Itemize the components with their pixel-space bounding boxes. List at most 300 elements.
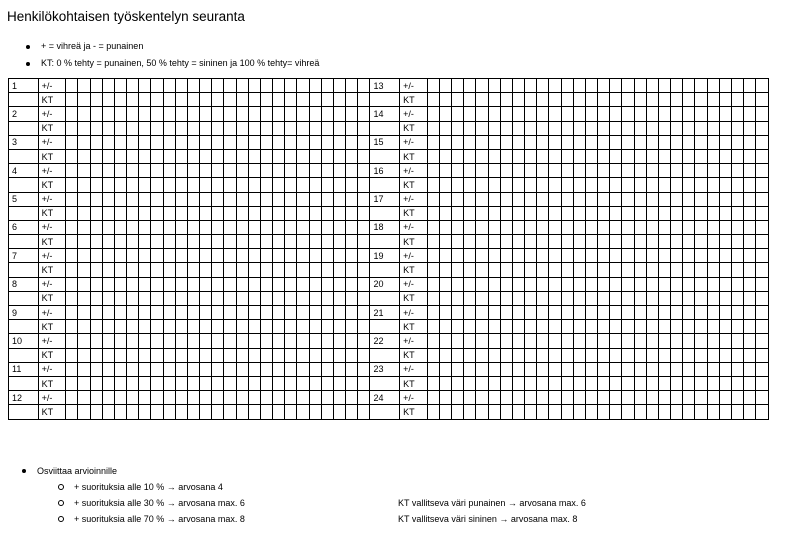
grid-cell[interactable] bbox=[427, 235, 439, 249]
grid-cell[interactable] bbox=[488, 263, 500, 277]
grid-cell[interactable] bbox=[358, 334, 370, 348]
grid-cell[interactable] bbox=[610, 220, 622, 234]
grid-cell[interactable] bbox=[500, 306, 512, 320]
grid-cell[interactable] bbox=[427, 164, 439, 178]
grid-cell[interactable] bbox=[525, 220, 537, 234]
grid-cell[interactable] bbox=[658, 192, 670, 206]
grid-cell[interactable] bbox=[114, 220, 126, 234]
grid-cell[interactable] bbox=[464, 121, 476, 135]
grid-cell[interactable] bbox=[439, 164, 451, 178]
grid-cell[interactable] bbox=[260, 135, 272, 149]
grid-cell[interactable] bbox=[646, 391, 658, 405]
grid-cell[interactable] bbox=[756, 249, 769, 263]
grid-cell[interactable] bbox=[561, 249, 573, 263]
grid-cell[interactable] bbox=[549, 263, 561, 277]
grid-cell[interactable] bbox=[358, 178, 370, 192]
grid-cell[interactable] bbox=[512, 263, 524, 277]
grid-cell[interactable] bbox=[598, 135, 610, 149]
grid-cell[interactable] bbox=[102, 306, 114, 320]
grid-cell[interactable] bbox=[248, 206, 260, 220]
grid-cell[interactable] bbox=[476, 107, 488, 121]
grid-cell[interactable] bbox=[537, 362, 549, 376]
grid-cell[interactable] bbox=[610, 192, 622, 206]
grid-cell[interactable] bbox=[346, 206, 358, 220]
grid-cell[interactable] bbox=[102, 263, 114, 277]
grid-cell[interactable] bbox=[260, 220, 272, 234]
grid-cell[interactable] bbox=[321, 178, 333, 192]
grid-cell[interactable] bbox=[585, 206, 597, 220]
grid-cell[interactable] bbox=[236, 220, 248, 234]
grid-cell[interactable] bbox=[224, 405, 236, 419]
grid-cell[interactable] bbox=[346, 405, 358, 419]
grid-cell[interactable] bbox=[695, 405, 707, 419]
grid-cell[interactable] bbox=[260, 306, 272, 320]
grid-cell[interactable] bbox=[439, 249, 451, 263]
grid-cell[interactable] bbox=[512, 362, 524, 376]
grid-cell[interactable] bbox=[248, 93, 260, 107]
grid-cell[interactable] bbox=[561, 107, 573, 121]
grid-cell[interactable] bbox=[731, 149, 743, 163]
grid-cell[interactable] bbox=[756, 405, 769, 419]
grid-cell[interactable] bbox=[175, 206, 187, 220]
grid-cell[interactable] bbox=[163, 178, 175, 192]
grid-cell[interactable] bbox=[500, 192, 512, 206]
grid-cell[interactable] bbox=[549, 348, 561, 362]
grid-cell[interactable] bbox=[537, 277, 549, 291]
grid-cell[interactable] bbox=[127, 376, 139, 390]
grid-cell[interactable] bbox=[127, 178, 139, 192]
grid-cell[interactable] bbox=[427, 121, 439, 135]
grid-cell[interactable] bbox=[512, 79, 524, 93]
grid-cell[interactable] bbox=[224, 220, 236, 234]
grid-cell[interactable] bbox=[285, 220, 297, 234]
grid-cell[interactable] bbox=[598, 149, 610, 163]
grid-cell[interactable] bbox=[622, 391, 634, 405]
grid-cell[interactable] bbox=[549, 206, 561, 220]
grid-cell[interactable] bbox=[309, 249, 321, 263]
grid-cell[interactable] bbox=[333, 306, 345, 320]
grid-cell[interactable] bbox=[634, 334, 646, 348]
grid-cell[interactable] bbox=[598, 178, 610, 192]
grid-cell[interactable] bbox=[525, 121, 537, 135]
grid-cell[interactable] bbox=[464, 220, 476, 234]
grid-cell[interactable] bbox=[102, 320, 114, 334]
grid-cell[interactable] bbox=[452, 249, 464, 263]
grid-cell[interactable] bbox=[151, 362, 163, 376]
grid-cell[interactable] bbox=[114, 206, 126, 220]
grid-cell[interactable] bbox=[439, 320, 451, 334]
grid-cell[interactable] bbox=[90, 164, 102, 178]
grid-cell[interactable] bbox=[78, 192, 90, 206]
grid-cell[interactable] bbox=[78, 220, 90, 234]
grid-cell[interactable] bbox=[346, 79, 358, 93]
grid-cell[interactable] bbox=[573, 164, 585, 178]
grid-cell[interactable] bbox=[358, 320, 370, 334]
grid-cell[interactable] bbox=[427, 405, 439, 419]
grid-cell[interactable] bbox=[610, 405, 622, 419]
grid-cell[interactable] bbox=[151, 206, 163, 220]
grid-cell[interactable] bbox=[78, 376, 90, 390]
grid-cell[interactable] bbox=[561, 121, 573, 135]
grid-cell[interactable] bbox=[139, 135, 151, 149]
grid-cell[interactable] bbox=[102, 164, 114, 178]
grid-cell[interactable] bbox=[695, 235, 707, 249]
grid-cell[interactable] bbox=[707, 164, 719, 178]
grid-cell[interactable] bbox=[756, 320, 769, 334]
grid-cell[interactable] bbox=[297, 334, 309, 348]
grid-cell[interactable] bbox=[297, 178, 309, 192]
grid-cell[interactable] bbox=[248, 362, 260, 376]
grid-cell[interactable] bbox=[427, 334, 439, 348]
grid-cell[interactable] bbox=[744, 107, 756, 121]
grid-cell[interactable] bbox=[200, 79, 212, 93]
grid-cell[interactable] bbox=[358, 376, 370, 390]
grid-cell[interactable] bbox=[646, 164, 658, 178]
grid-cell[interactable] bbox=[549, 306, 561, 320]
grid-cell[interactable] bbox=[598, 206, 610, 220]
grid-cell[interactable] bbox=[646, 121, 658, 135]
grid-cell[interactable] bbox=[671, 405, 683, 419]
grid-cell[interactable] bbox=[333, 79, 345, 93]
grid-cell[interactable] bbox=[549, 291, 561, 305]
grid-cell[interactable] bbox=[321, 164, 333, 178]
grid-cell[interactable] bbox=[90, 263, 102, 277]
grid-cell[interactable] bbox=[646, 178, 658, 192]
grid-cell[interactable] bbox=[671, 277, 683, 291]
grid-cell[interactable] bbox=[598, 249, 610, 263]
grid-cell[interactable] bbox=[333, 348, 345, 362]
grid-cell[interactable] bbox=[719, 220, 731, 234]
grid-cell[interactable] bbox=[212, 93, 224, 107]
grid-cell[interactable] bbox=[695, 249, 707, 263]
grid-cell[interactable] bbox=[273, 79, 285, 93]
grid-cell[interactable] bbox=[488, 277, 500, 291]
grid-cell[interactable] bbox=[333, 235, 345, 249]
grid-cell[interactable] bbox=[573, 334, 585, 348]
grid-cell[interactable] bbox=[236, 320, 248, 334]
grid-cell[interactable] bbox=[358, 164, 370, 178]
grid-cell[interactable] bbox=[731, 306, 743, 320]
grid-cell[interactable] bbox=[333, 178, 345, 192]
grid-cell[interactable] bbox=[525, 93, 537, 107]
grid-cell[interactable] bbox=[236, 291, 248, 305]
grid-cell[interactable] bbox=[731, 376, 743, 390]
grid-cell[interactable] bbox=[439, 206, 451, 220]
grid-cell[interactable] bbox=[175, 192, 187, 206]
grid-cell[interactable] bbox=[102, 334, 114, 348]
grid-cell[interactable] bbox=[537, 178, 549, 192]
grid-cell[interactable] bbox=[622, 320, 634, 334]
grid-cell[interactable] bbox=[236, 235, 248, 249]
grid-cell[interactable] bbox=[731, 121, 743, 135]
grid-cell[interactable] bbox=[610, 149, 622, 163]
grid-cell[interactable] bbox=[224, 206, 236, 220]
grid-cell[interactable] bbox=[66, 93, 78, 107]
grid-cell[interactable] bbox=[212, 79, 224, 93]
grid-cell[interactable] bbox=[151, 376, 163, 390]
grid-cell[interactable] bbox=[731, 277, 743, 291]
grid-cell[interactable] bbox=[66, 135, 78, 149]
grid-cell[interactable] bbox=[646, 206, 658, 220]
grid-cell[interactable] bbox=[719, 149, 731, 163]
grid-cell[interactable] bbox=[634, 121, 646, 135]
grid-cell[interactable] bbox=[744, 277, 756, 291]
grid-cell[interactable] bbox=[139, 405, 151, 419]
grid-cell[interactable] bbox=[346, 93, 358, 107]
grid-cell[interactable] bbox=[200, 362, 212, 376]
grid-cell[interactable] bbox=[622, 79, 634, 93]
grid-cell[interactable] bbox=[707, 362, 719, 376]
grid-cell[interactable] bbox=[439, 306, 451, 320]
grid-cell[interactable] bbox=[187, 93, 199, 107]
grid-cell[interactable] bbox=[260, 376, 272, 390]
grid-cell[interactable] bbox=[476, 206, 488, 220]
grid-cell[interactable] bbox=[622, 192, 634, 206]
grid-cell[interactable] bbox=[646, 135, 658, 149]
grid-cell[interactable] bbox=[525, 405, 537, 419]
grid-cell[interactable] bbox=[187, 376, 199, 390]
grid-cell[interactable] bbox=[321, 235, 333, 249]
grid-cell[interactable] bbox=[273, 206, 285, 220]
grid-cell[interactable] bbox=[573, 362, 585, 376]
grid-cell[interactable] bbox=[175, 277, 187, 291]
grid-cell[interactable] bbox=[236, 249, 248, 263]
grid-cell[interactable] bbox=[151, 149, 163, 163]
grid-cell[interactable] bbox=[439, 93, 451, 107]
grid-cell[interactable] bbox=[285, 249, 297, 263]
grid-cell[interactable] bbox=[658, 334, 670, 348]
grid-cell[interactable] bbox=[439, 277, 451, 291]
grid-cell[interactable] bbox=[175, 306, 187, 320]
grid-cell[interactable] bbox=[488, 320, 500, 334]
grid-cell[interactable] bbox=[585, 121, 597, 135]
grid-cell[interactable] bbox=[488, 362, 500, 376]
grid-cell[interactable] bbox=[622, 93, 634, 107]
grid-cell[interactable] bbox=[127, 320, 139, 334]
grid-cell[interactable] bbox=[427, 291, 439, 305]
grid-cell[interactable] bbox=[756, 220, 769, 234]
grid-cell[interactable] bbox=[163, 334, 175, 348]
grid-cell[interactable] bbox=[212, 249, 224, 263]
grid-cell[interactable] bbox=[646, 149, 658, 163]
grid-cell[interactable] bbox=[114, 93, 126, 107]
grid-cell[interactable] bbox=[90, 235, 102, 249]
grid-cell[interactable] bbox=[525, 348, 537, 362]
grid-cell[interactable] bbox=[358, 93, 370, 107]
grid-cell[interactable] bbox=[224, 192, 236, 206]
grid-cell[interactable] bbox=[139, 306, 151, 320]
grid-cell[interactable] bbox=[127, 93, 139, 107]
grid-cell[interactable] bbox=[427, 249, 439, 263]
grid-cell[interactable] bbox=[309, 121, 321, 135]
grid-cell[interactable] bbox=[707, 93, 719, 107]
grid-cell[interactable] bbox=[525, 107, 537, 121]
grid-cell[interactable] bbox=[139, 291, 151, 305]
grid-cell[interactable] bbox=[175, 121, 187, 135]
grid-cell[interactable] bbox=[90, 149, 102, 163]
grid-cell[interactable] bbox=[102, 220, 114, 234]
grid-cell[interactable] bbox=[260, 348, 272, 362]
grid-cell[interactable] bbox=[658, 291, 670, 305]
grid-cell[interactable] bbox=[695, 348, 707, 362]
grid-cell[interactable] bbox=[127, 249, 139, 263]
grid-cell[interactable] bbox=[273, 121, 285, 135]
grid-cell[interactable] bbox=[585, 135, 597, 149]
grid-cell[interactable] bbox=[561, 263, 573, 277]
grid-cell[interactable] bbox=[114, 348, 126, 362]
grid-cell[interactable] bbox=[224, 149, 236, 163]
grid-cell[interactable] bbox=[187, 405, 199, 419]
grid-cell[interactable] bbox=[695, 178, 707, 192]
grid-cell[interactable] bbox=[464, 362, 476, 376]
grid-cell[interactable] bbox=[622, 135, 634, 149]
grid-cell[interactable] bbox=[476, 334, 488, 348]
grid-cell[interactable] bbox=[427, 107, 439, 121]
grid-cell[interactable] bbox=[78, 334, 90, 348]
grid-cell[interactable] bbox=[634, 263, 646, 277]
grid-cell[interactable] bbox=[285, 405, 297, 419]
grid-cell[interactable] bbox=[658, 121, 670, 135]
grid-cell[interactable] bbox=[500, 334, 512, 348]
grid-cell[interactable] bbox=[127, 79, 139, 93]
grid-cell[interactable] bbox=[464, 405, 476, 419]
grid-cell[interactable] bbox=[488, 135, 500, 149]
grid-cell[interactable] bbox=[671, 249, 683, 263]
grid-cell[interactable] bbox=[187, 249, 199, 263]
grid-cell[interactable] bbox=[561, 206, 573, 220]
grid-cell[interactable] bbox=[719, 334, 731, 348]
grid-cell[interactable] bbox=[622, 220, 634, 234]
grid-cell[interactable] bbox=[78, 291, 90, 305]
grid-cell[interactable] bbox=[285, 93, 297, 107]
grid-cell[interactable] bbox=[212, 220, 224, 234]
grid-cell[interactable] bbox=[573, 263, 585, 277]
grid-cell[interactable] bbox=[500, 277, 512, 291]
grid-cell[interactable] bbox=[622, 362, 634, 376]
grid-cell[interactable] bbox=[719, 164, 731, 178]
grid-cell[interactable] bbox=[573, 107, 585, 121]
grid-cell[interactable] bbox=[500, 93, 512, 107]
grid-cell[interactable] bbox=[285, 391, 297, 405]
grid-cell[interactable] bbox=[646, 107, 658, 121]
grid-cell[interactable] bbox=[452, 334, 464, 348]
grid-cell[interactable] bbox=[427, 135, 439, 149]
grid-cell[interactable] bbox=[127, 334, 139, 348]
grid-cell[interactable] bbox=[248, 306, 260, 320]
grid-cell[interactable] bbox=[488, 334, 500, 348]
grid-cell[interactable] bbox=[321, 306, 333, 320]
grid-cell[interactable] bbox=[127, 391, 139, 405]
grid-cell[interactable] bbox=[671, 235, 683, 249]
grid-cell[interactable] bbox=[744, 249, 756, 263]
grid-cell[interactable] bbox=[114, 306, 126, 320]
grid-cell[interactable] bbox=[66, 79, 78, 93]
grid-cell[interactable] bbox=[358, 306, 370, 320]
grid-cell[interactable] bbox=[90, 306, 102, 320]
grid-cell[interactable] bbox=[297, 235, 309, 249]
grid-cell[interactable] bbox=[273, 320, 285, 334]
grid-cell[interactable] bbox=[573, 391, 585, 405]
grid-cell[interactable] bbox=[163, 391, 175, 405]
grid-cell[interactable] bbox=[500, 291, 512, 305]
grid-cell[interactable] bbox=[719, 107, 731, 121]
grid-cell[interactable] bbox=[90, 135, 102, 149]
grid-cell[interactable] bbox=[695, 320, 707, 334]
grid-cell[interactable] bbox=[573, 135, 585, 149]
grid-cell[interactable] bbox=[163, 135, 175, 149]
grid-cell[interactable] bbox=[273, 405, 285, 419]
grid-cell[interactable] bbox=[683, 178, 695, 192]
grid-cell[interactable] bbox=[731, 348, 743, 362]
grid-cell[interactable] bbox=[127, 235, 139, 249]
grid-cell[interactable] bbox=[744, 192, 756, 206]
grid-cell[interactable] bbox=[500, 135, 512, 149]
grid-cell[interactable] bbox=[346, 320, 358, 334]
grid-cell[interactable] bbox=[476, 277, 488, 291]
grid-cell[interactable] bbox=[598, 391, 610, 405]
grid-cell[interactable] bbox=[273, 263, 285, 277]
grid-cell[interactable] bbox=[585, 192, 597, 206]
grid-cell[interactable] bbox=[452, 121, 464, 135]
grid-cell[interactable] bbox=[212, 277, 224, 291]
grid-cell[interactable] bbox=[102, 135, 114, 149]
grid-cell[interactable] bbox=[224, 306, 236, 320]
grid-cell[interactable] bbox=[321, 79, 333, 93]
grid-cell[interactable] bbox=[114, 334, 126, 348]
grid-cell[interactable] bbox=[537, 348, 549, 362]
grid-cell[interactable] bbox=[163, 164, 175, 178]
grid-cell[interactable] bbox=[537, 235, 549, 249]
grid-cell[interactable] bbox=[537, 107, 549, 121]
grid-cell[interactable] bbox=[260, 192, 272, 206]
grid-cell[interactable] bbox=[598, 235, 610, 249]
grid-cell[interactable] bbox=[346, 277, 358, 291]
grid-cell[interactable] bbox=[346, 391, 358, 405]
grid-cell[interactable] bbox=[452, 306, 464, 320]
grid-cell[interactable] bbox=[309, 405, 321, 419]
grid-cell[interactable] bbox=[634, 192, 646, 206]
grid-cell[interactable] bbox=[476, 235, 488, 249]
grid-cell[interactable] bbox=[346, 291, 358, 305]
grid-cell[interactable] bbox=[598, 79, 610, 93]
grid-cell[interactable] bbox=[90, 220, 102, 234]
grid-cell[interactable] bbox=[512, 405, 524, 419]
grid-cell[interactable] bbox=[549, 405, 561, 419]
grid-cell[interactable] bbox=[321, 263, 333, 277]
grid-cell[interactable] bbox=[622, 291, 634, 305]
grid-cell[interactable] bbox=[719, 79, 731, 93]
grid-cell[interactable] bbox=[731, 107, 743, 121]
grid-cell[interactable] bbox=[549, 220, 561, 234]
grid-cell[interactable] bbox=[488, 376, 500, 390]
grid-cell[interactable] bbox=[646, 249, 658, 263]
grid-cell[interactable] bbox=[537, 149, 549, 163]
grid-cell[interactable] bbox=[236, 107, 248, 121]
grid-cell[interactable] bbox=[683, 334, 695, 348]
grid-cell[interactable] bbox=[427, 376, 439, 390]
grid-cell[interactable] bbox=[273, 235, 285, 249]
grid-cell[interactable] bbox=[561, 362, 573, 376]
grid-cell[interactable] bbox=[744, 135, 756, 149]
grid-cell[interactable] bbox=[163, 291, 175, 305]
grid-cell[interactable] bbox=[127, 291, 139, 305]
grid-cell[interactable] bbox=[500, 107, 512, 121]
grid-cell[interactable] bbox=[114, 192, 126, 206]
grid-cell[interactable] bbox=[549, 334, 561, 348]
grid-cell[interactable] bbox=[671, 362, 683, 376]
grid-cell[interactable] bbox=[598, 107, 610, 121]
grid-cell[interactable] bbox=[200, 135, 212, 149]
